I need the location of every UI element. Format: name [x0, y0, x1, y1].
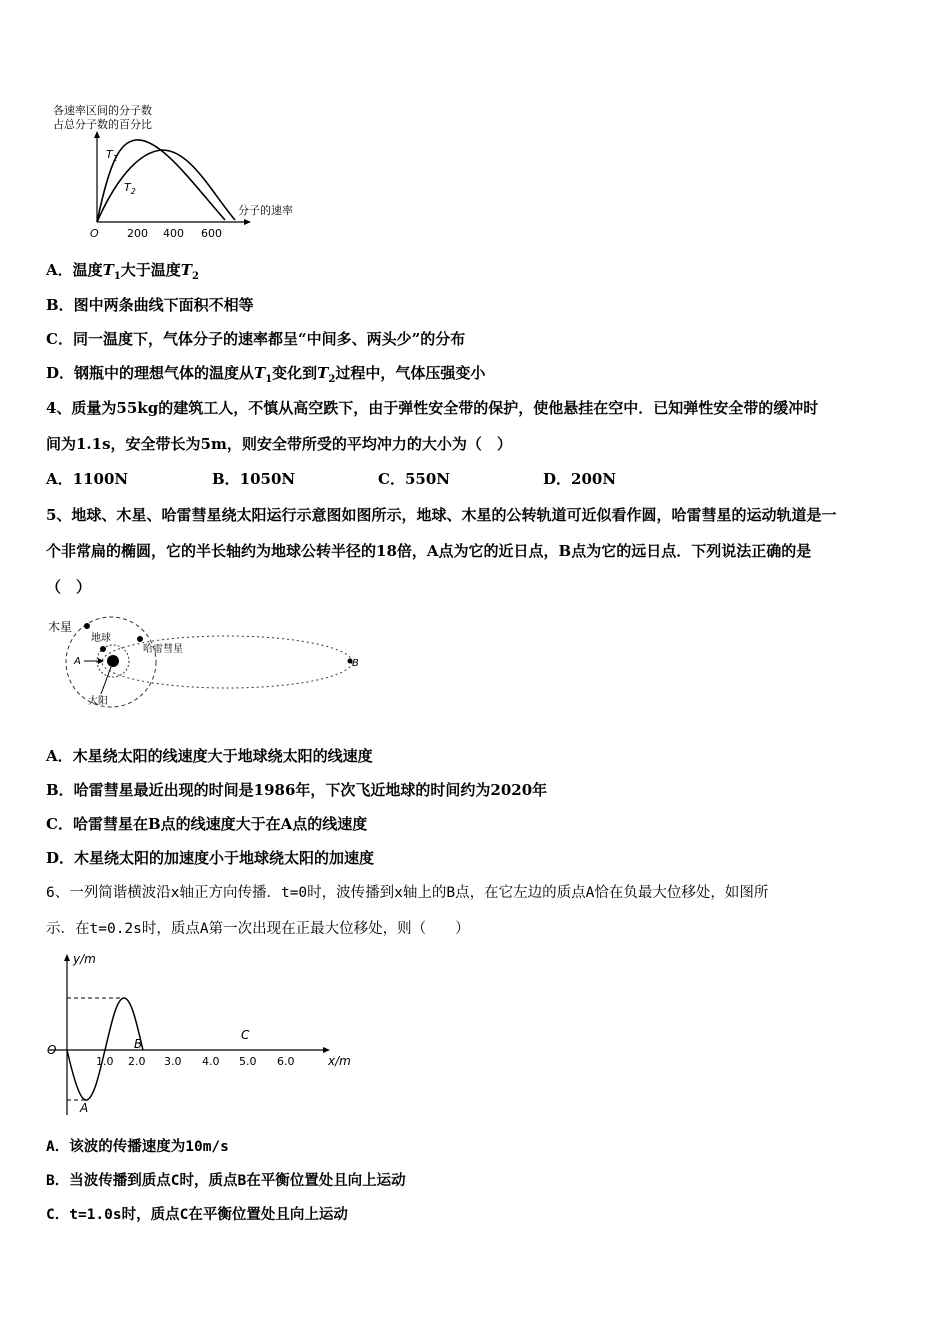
sun-icon: [107, 655, 119, 667]
wave-x-arrow: [323, 1047, 330, 1053]
earth-icon: [100, 646, 106, 652]
point-a-label: A: [74, 656, 81, 667]
q3-option-a: A．温度$T_1$大于温度$T_2$: [46, 261, 199, 282]
point-b-label: B: [352, 658, 359, 669]
q3-option-d: D．钢瓶中的理想气体的温度从$T_1$变化到$T_2$过程中，气体压强变小: [46, 364, 486, 385]
jupiter-icon: [84, 623, 90, 629]
q3-option-b: B．图中两条曲线下面积不相等: [46, 296, 254, 314]
wave-tick-4: 4.0: [202, 1055, 220, 1068]
wave-tick-2: 2.0: [128, 1055, 146, 1068]
q5-option-a: A．木星绕太阳的线速度大于地球绕太阳的线速度: [46, 747, 373, 765]
q4-option-b: B．1050N: [212, 470, 296, 488]
q4-stem-line2: 间为1.1s，安全带长为5m，则安全带所受的平均冲力的大小为（ ）: [46, 435, 512, 453]
sun-pointer: [101, 667, 111, 694]
comet-icon: [137, 636, 143, 642]
wave-tick-5: 5.0: [239, 1055, 257, 1068]
wave-point-a: A: [80, 1101, 89, 1115]
earth-label: 地球: [91, 633, 111, 644]
comet-orbit: [102, 636, 352, 688]
comet-label: 哈雷彗星: [143, 644, 183, 655]
fig1-xlabel: 分子的速率: [238, 204, 293, 217]
speed-distribution-figure: [50, 100, 310, 245]
fig1-ylabel-line1: 各速率区间的分子数: [53, 104, 152, 117]
q6-option-c: C．t=1.0s时，质点C在平衡位置处且向上运动: [46, 1207, 348, 1223]
fig1-t1-label: $T_1$: [106, 148, 118, 163]
fig1-y-arrow: [94, 131, 100, 138]
jupiter-label: 木星: [48, 620, 73, 634]
fig1-t2-label: $T_2$: [124, 181, 136, 196]
wave-xlabel: x/m: [328, 1054, 351, 1068]
wave-origin: O: [47, 1043, 57, 1057]
wave-tick-3: 3.0: [164, 1055, 182, 1068]
wave-curve: [67, 998, 143, 1100]
q6-stem-line2: 示．在t=0.2s时，质点A第一次出现在正最大位移处，则（ ）: [46, 921, 470, 937]
wave-point-c: C: [241, 1028, 250, 1042]
q4-stem-line1: 4、质量为55kg的建筑工人，不慎从高空跌下，由于弹性安全带的保护，使他悬挂在空中．已知弹性安全带的缓冲时: [46, 399, 819, 417]
q4-option-d: D．200N: [543, 470, 617, 488]
q5-option-d: D．木星绕太阳的加速度小于地球绕太阳的加速度: [46, 849, 375, 867]
q6-stem-line1: 6、一列简谐横波沿x轴正方向传播．t=0时，波传播到x轴上的B点，在它左边的质点A恰在负最大位移处，如图所: [46, 885, 769, 901]
q5-stem-line1: 5、地球、木星、哈雷彗星绕太阳运行示意图如图所示，地球、木星的公转轨道可近似看作圆，哈雷彗星的运动轨道是一: [46, 506, 837, 524]
fig1-ylabel-line2: 占总分子数的百分比: [53, 118, 152, 131]
wave-tick-1: 1.0: [96, 1055, 114, 1068]
wave-y-arrow: [64, 954, 70, 961]
fig1-tick-400: 400: [163, 227, 184, 240]
fig1-x-arrow: [244, 219, 251, 225]
wave-figure: [44, 950, 354, 1120]
sun-label: 太阳: [88, 696, 108, 707]
q5-option-c: C．哈雷彗星在B点的线速度大于在A点的线速度: [46, 815, 368, 833]
fig1-tick-200: 200: [127, 227, 148, 240]
q4-option-a: A．1100N: [46, 470, 129, 488]
wave-tick-6: 6.0: [277, 1055, 295, 1068]
fig1-tick-600: 600: [201, 227, 222, 240]
q6-option-a: A．该波的传播速度为10m/s: [46, 1139, 229, 1155]
q3-option-c: C．同一温度下，气体分子的速率都呈“中间多、两头少”的分布: [46, 330, 466, 348]
wave-ylabel: y/m: [73, 952, 96, 966]
q5-stem-line3: （ ）: [46, 578, 92, 596]
fig1-origin: O: [90, 227, 99, 240]
q6-option-b: B．当波传播到质点C时，质点B在平衡位置处且向上运动: [46, 1173, 406, 1189]
q5-option-b: B．哈雷彗星最近出现的时间是1986年，下次飞近地球的时间约为2020年: [46, 781, 548, 799]
orbit-figure: [45, 612, 375, 712]
wave-point-b: B: [134, 1037, 143, 1051]
q5-stem-line2: 个非常扁的椭圆，它的半长轴约为地球公转半径的18倍，A点为它的近日点，B点为它的远日点．下列说法正确的是: [46, 542, 812, 560]
q4-option-c: C．550N: [378, 470, 450, 488]
